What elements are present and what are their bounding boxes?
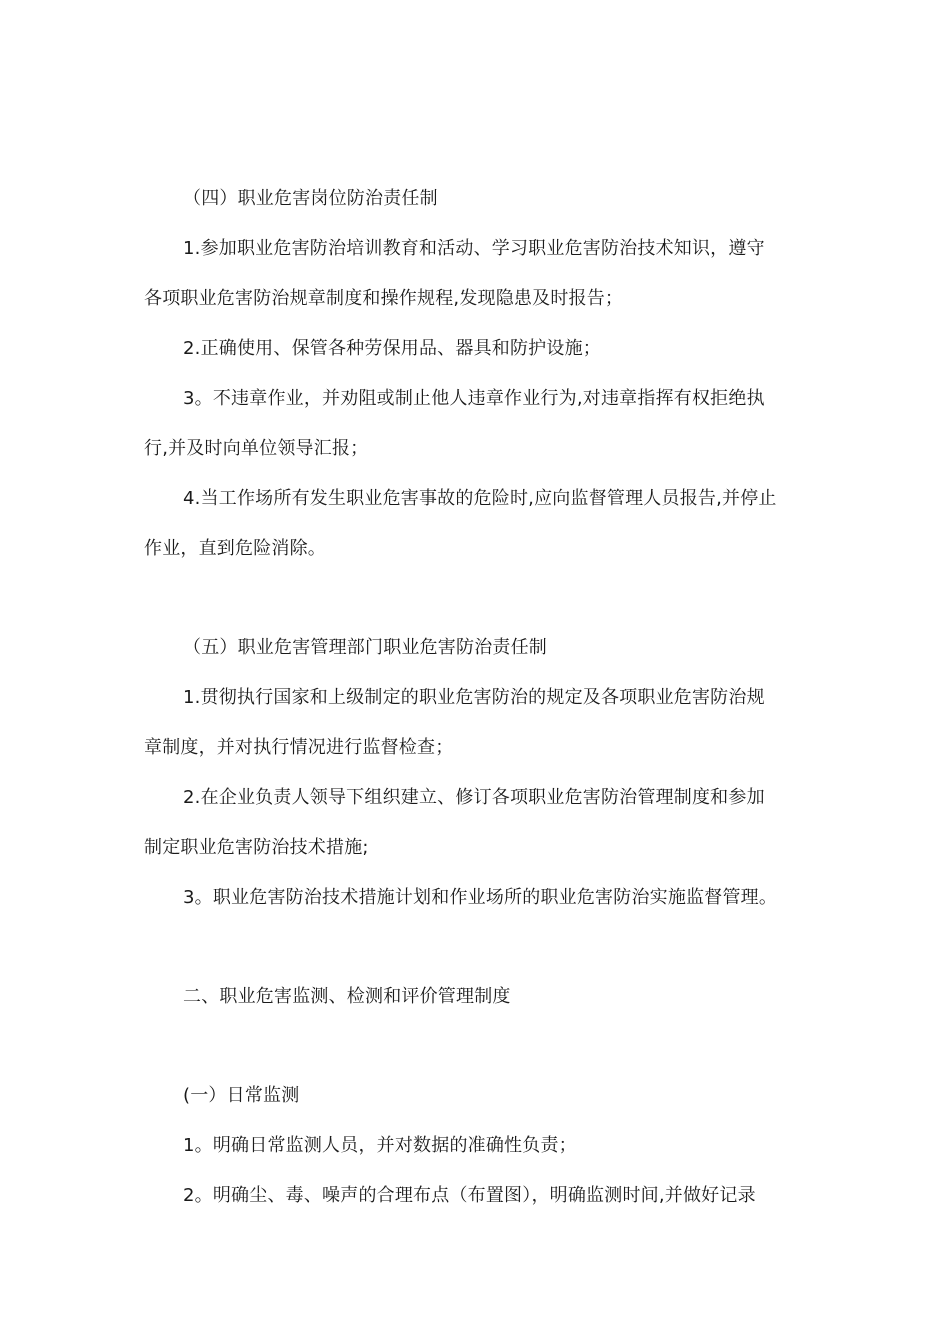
- paragraph-line: 制定职业危害防治技术措施;: [144, 837, 369, 858]
- paragraph-line: 2.在企业负责人领导下组织建立、修订各项职业危害防治管理制度和参加: [183, 787, 765, 808]
- paragraph-line: 1。明确日常监测人员，并对数据的准确性负责；: [183, 1135, 577, 1156]
- chapter-heading-2: 二、职业危害监测、检测和评价管理制度: [183, 986, 511, 1007]
- subsection-heading-1: (一）日常监测: [183, 1085, 300, 1106]
- paragraph-line: 1.贯彻执行国家和上级制定的职业危害防治的规定及各项职业危害防治规: [183, 687, 765, 708]
- paragraph-line: 各项职业危害防治规章制度和操作规程,发现隐患及时报告；: [144, 288, 624, 309]
- paragraph-line: 作业，直到危险消除。: [144, 538, 326, 559]
- paragraph-line: 章制度，并对执行情况进行监督检查；: [144, 737, 454, 758]
- paragraph-line: 3。职业危害防治技术措施计划和作业场所的职业危害防治实施监督管理。: [183, 887, 778, 908]
- paragraph-line: 2。明确尘、毒、噪声的合理布点（布置图），明确监测时间,并做好记录: [183, 1185, 756, 1206]
- section-heading-4: （四）职业危害岗位防治责任制: [183, 188, 438, 209]
- paragraph-line: 行,并及时向单位领导汇报；: [144, 438, 369, 459]
- paragraph-line: 2.正确使用、保管各种劳保用品、器具和防护设施；: [183, 338, 601, 359]
- section-heading-5: （五）职业危害管理部门职业危害防治责任制: [183, 637, 547, 658]
- paragraph-line: 4.当工作场所有发生职业危害事故的危险时,应向监督管理人员报告,并停止: [183, 488, 777, 509]
- paragraph-line: 1.参加职业危害防治培训教育和活动、学习职业危害防治技术知识，遵守: [183, 238, 765, 259]
- paragraph-line: 3。不违章作业，并劝阻或制止他人违章作业行为,对违章指挥有权拒绝执: [183, 388, 765, 409]
